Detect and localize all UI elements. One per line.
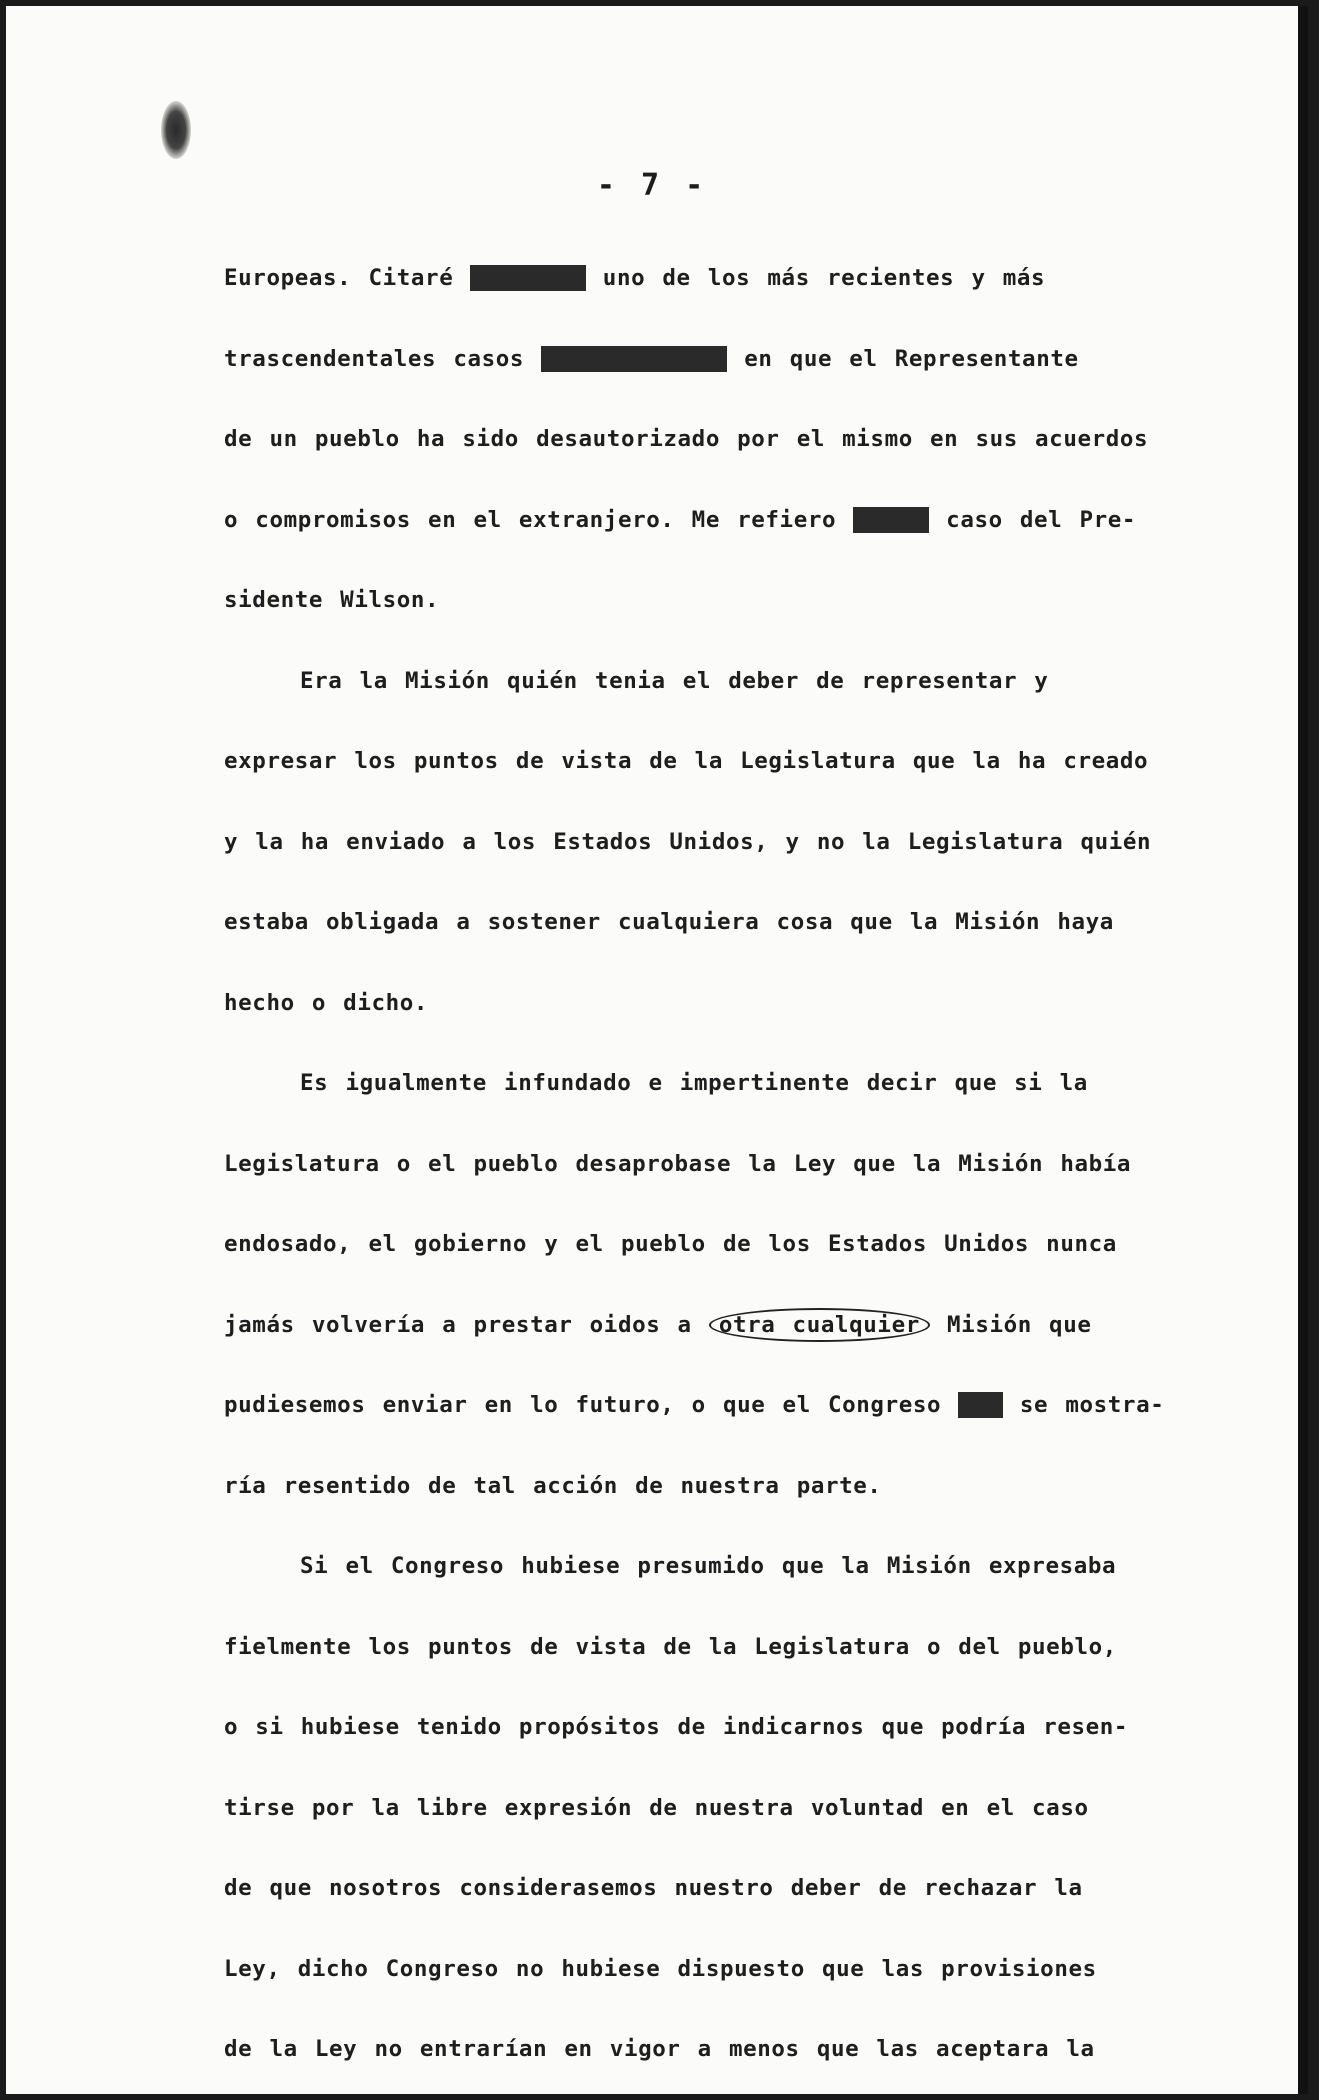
text-line: endosado, el gobierno y el pueblo de los Estados Unidos nunca xyxy=(224,1231,1117,1257)
paragraph-start-line: Era la Misión quién tenia el deber de representar y xyxy=(300,667,1049,694)
paragraph-start-line: Si el Congreso hubiese presumido que la Misión expresaba xyxy=(300,1553,1117,1579)
text-line: trascendentales casos cxxxxxxxxxxxx en que el Representante xyxy=(224,345,1079,372)
text-line: tirse por la libre expresión de nuestra voluntad en el caso xyxy=(224,1794,1089,1821)
ink-smudge xyxy=(161,101,191,159)
text-line: pudiesemos enviar en lo futuro, o que el Congreso xxx se mostra- xyxy=(224,1392,1165,1418)
text-line: o compromisos en el extranjero. Me refiero en el caso del Pre- xyxy=(224,506,1137,533)
text-line: hecho o dicho. xyxy=(224,989,429,1016)
page-number: - 7 - xyxy=(596,168,708,203)
text-line: Europeas. Citaré xxxxxxxx uno de los más recientes y más xyxy=(224,265,1046,291)
struck-text: en el xyxy=(854,506,929,533)
text-line: Ley, dicho Congreso no hubiese dispuesto que las provisiones xyxy=(224,1955,1097,1982)
text-line: de un pueblo ha sido desautorizado por el mismo en sus acuerdos xyxy=(224,426,1149,452)
struck-text: xxx xyxy=(959,1392,1002,1418)
text-line: fielmente los puntos de vista de la Legislatura o del pueblo, xyxy=(224,1633,1117,1660)
text-line: de que nosotros considerasemos nuestro deber de rechazar la xyxy=(224,1875,1083,1901)
document-page xyxy=(6,6,1308,2094)
struck-text: xxxxxxxx xyxy=(471,265,585,291)
paragraph-start-line: Es igualmente infundado e impertinente decir que si la xyxy=(300,1070,1088,1096)
text-line: expresar los puntos de vista de la Legislatura que la ha creado xyxy=(224,748,1149,774)
text-line: jamás volvería a prestar oidos a otra cualquier Misión que xyxy=(224,1285,1224,1366)
circled-text: otra cualquier xyxy=(709,1308,930,1342)
text-line: y la ha enviado a los Estados Unidos, y no la Legislatura quién xyxy=(224,828,1152,855)
text-line: Legislatura o el pueblo desaprobase la Ley que la Misión había xyxy=(224,1150,1132,1177)
text-line: ría resentido de tal acción de nuestra parte. xyxy=(224,1472,882,1499)
text-line: de la Ley no entrarían en vigor a menos que las aceptara la xyxy=(224,2036,1095,2062)
body-text xyxy=(224,238,1224,2090)
text-line: o si hubiese tenido propósitos de indicarnos que podría resen- xyxy=(224,1714,1129,1740)
text-line: estaba obligada a sostener cualquiera cosa que la Misión haya xyxy=(224,909,1114,935)
struck-text: cxxxxxxxxxxxx xyxy=(542,345,727,372)
text-line: sidente Wilson. xyxy=(224,587,440,613)
